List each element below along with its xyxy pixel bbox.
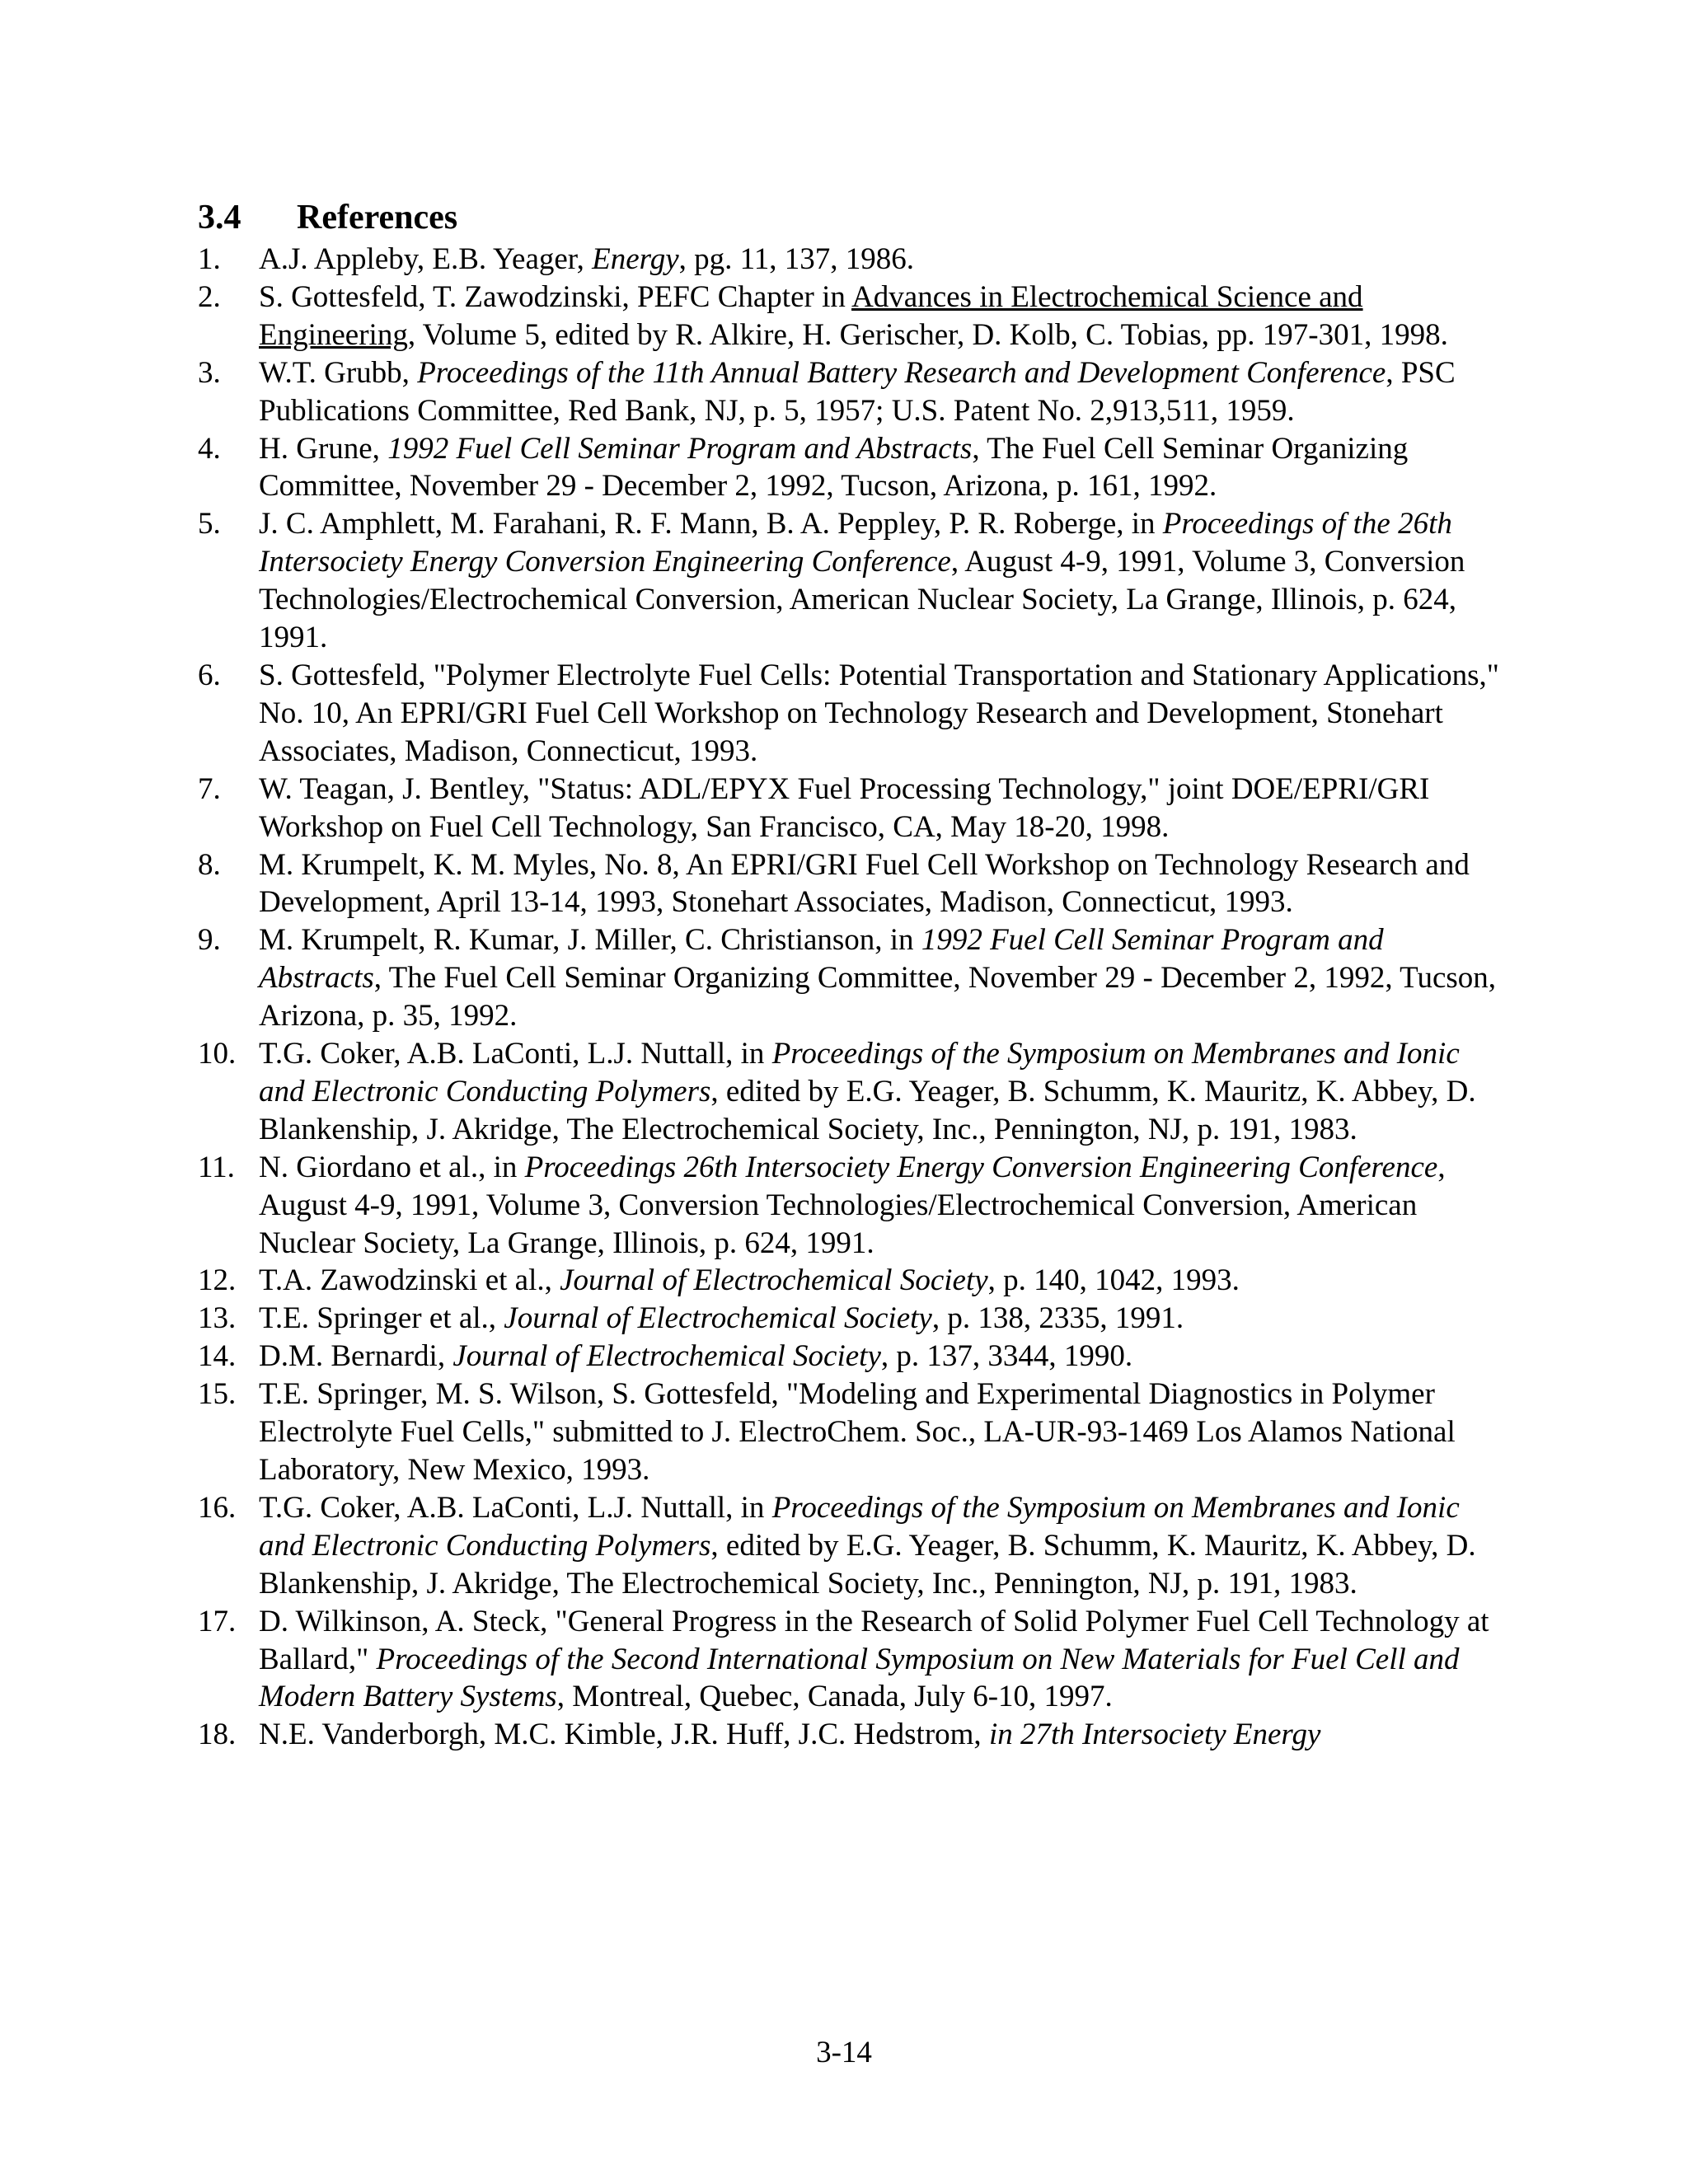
reference-text-segment: , edited by E.G. Yeager, B. Schumm, K. Mauritz, K. Abbey, D. Blankenship, J. Akridge, The Electrochemical Society, Inc., Pennington, NJ, p. 191, 1983. bbox=[259, 1528, 1476, 1601]
reference-text bbox=[259, 1339, 1132, 1373]
reference-text bbox=[259, 280, 1448, 352]
reference-text-segment: N. Giordano et al., in bbox=[259, 1150, 525, 1184]
reference-text bbox=[259, 242, 914, 276]
reference-text bbox=[259, 1605, 1489, 1714]
reference-item bbox=[198, 241, 1500, 279]
reference-number: 13. bbox=[198, 1301, 237, 1336]
reference-text-segment: T.E. Springer, M. S. Wilson, S. Gottesfeld, "Modeling and Experimental Diagnostics in Polymer Electrolyte Fuel Cells," submitted to J. ElectroChem. Soc., LA-UR-93-1469 Los Alamos National Laboratory, New Mexico, 1993. bbox=[259, 1377, 1456, 1487]
reference-item bbox=[198, 1300, 1500, 1338]
reference-number: 11. bbox=[198, 1150, 235, 1184]
reference-text-segment: D. Wilkinson, A. Steck, "General Progress in the Research of Solid Polymer Fuel Cell Technology at Ballard," bbox=[259, 1604, 1489, 1676]
reference-number: 5. bbox=[198, 507, 221, 541]
reference-title-italic: Journal of Electrochemical Society bbox=[504, 1301, 932, 1336]
reference-number: 9. bbox=[198, 923, 221, 958]
section-heading bbox=[198, 196, 1500, 239]
reference-title-italic: 1992 Fuel Cell Seminar Program and Abstracts bbox=[387, 431, 973, 466]
reference-item bbox=[198, 1149, 1500, 1263]
reference-text bbox=[259, 658, 1499, 768]
reference-title-italic: Proceedings of the Second International Symposium on New Materials for Fuel Cell and Modern Battery Systems bbox=[259, 1642, 1460, 1714]
reference-item bbox=[198, 1603, 1500, 1717]
reference-number: 6. bbox=[198, 658, 221, 692]
reference-text bbox=[259, 848, 1470, 920]
reference-item bbox=[198, 771, 1500, 846]
reference-text-segment: , Montreal, Quebec, Canada, July 6-10, 1997. bbox=[556, 1680, 1113, 1714]
reference-text-segment: , The Fuel Cell Seminar Organizing Committee, November 29 - December 2, 1992, Tucson, Arizona, p. 161, 1992. bbox=[259, 431, 1409, 504]
reference-item bbox=[198, 1489, 1500, 1603]
reference-text-segment: M. Krumpelt, R. Kumar, J. Miller, C. Christianson, in bbox=[259, 923, 921, 958]
reference-item bbox=[198, 921, 1500, 1035]
reference-text bbox=[259, 356, 1456, 428]
reference-text-segment: H. Grune, bbox=[259, 431, 388, 466]
reference-number: 7. bbox=[198, 771, 221, 806]
reference-text-segment: T.G. Coker, A.B. LaConti, L.J. Nuttall, in bbox=[259, 1037, 772, 1071]
reference-item bbox=[198, 1338, 1500, 1376]
reference-text-segment: S. Gottesfeld, T. Zawodzinski, PEFC Chapter in bbox=[259, 279, 852, 314]
reference-text bbox=[259, 1377, 1456, 1487]
reference-text-segment: J. C. Amphlett, M. Farahani, R. F. Mann, B. A. Peppley, P. R. Roberge, in bbox=[259, 507, 1163, 541]
reference-number: 4. bbox=[198, 431, 221, 466]
reference-text-segment: , p. 140, 1042, 1993. bbox=[987, 1263, 1240, 1298]
reference-title-italic: Proceedings of the Symposium on Membranes and Ionic and Electronic Conducting Polymers bbox=[259, 1037, 1460, 1108]
reference-number: 2. bbox=[198, 279, 221, 314]
page-content bbox=[198, 196, 1500, 1754]
reference-text-segment: , The Fuel Cell Seminar Organizing Committee, November 29 - December 2, 1992, Tucson, Arizona, p. 35, 1992. bbox=[259, 961, 1497, 1033]
reference-item bbox=[198, 846, 1500, 922]
reference-text-segment: , edited by E.G. Yeager, B. Schumm, K. Mauritz, K. Abbey, D. Blankenship, J. Akridge, The Electrochemical Society, Inc., Pennington, NJ, p. 191, 1983. bbox=[259, 1074, 1476, 1146]
reference-text-segment: M. Krumpelt, K. M. Myles, No. 8, An EPRI/GRI Fuel Cell Workshop on Technology Research and Development, April 13-14, 1993, Stonehart Associates, Madison, Connecticut, 1993. bbox=[259, 847, 1470, 920]
reference-title-italic: Proceedings of the 11th Annual Battery Research and Development Conference bbox=[417, 355, 1386, 390]
reference-item bbox=[198, 1262, 1500, 1300]
reference-title-italic: Journal of Electrochemical Society bbox=[452, 1339, 881, 1374]
reference-item bbox=[198, 430, 1500, 506]
reference-text bbox=[259, 772, 1429, 844]
reference-number: 15. bbox=[198, 1377, 237, 1412]
reference-number: 3. bbox=[198, 355, 221, 390]
reference-text bbox=[259, 1263, 1240, 1297]
reference-text bbox=[259, 1301, 1184, 1335]
reference-text-segment: , PSC Publications Committee, Red Bank, NJ, p. 5, 1957; U.S. Patent No. 2,913,511, 1959. bbox=[259, 355, 1456, 428]
reference-text bbox=[259, 1491, 1476, 1601]
reference-item bbox=[198, 1035, 1500, 1149]
reference-item bbox=[198, 657, 1500, 771]
reference-item bbox=[198, 505, 1500, 657]
reference-number: 8. bbox=[198, 847, 221, 882]
reference-number: 10. bbox=[198, 1037, 237, 1071]
page-number: 3-14 bbox=[816, 2036, 872, 2069]
reference-text-segment: N.E. Vanderborgh, M.C. Kimble, J.R. Huff, J.C. Hedstrom, bbox=[259, 1718, 989, 1752]
reference-text-segment: T.A. Zawodzinski et al., bbox=[259, 1263, 560, 1298]
reference-number: 17. bbox=[198, 1604, 237, 1638]
reference-text-segment: , Volume 5, edited by R. Alkire, H. Gerischer, D. Kolb, C. Tobias, pp. 197-301, 1998. bbox=[407, 317, 1448, 352]
reference-number: 14. bbox=[198, 1339, 237, 1374]
reference-text-segment: , August 4-9, 1991, Volume 3, Conversion Technologies/Electrochemical Conversion, American Nuclear Society, La Grange, Illinois, p. 624, 1991. bbox=[259, 545, 1465, 655]
reference-item bbox=[198, 279, 1500, 354]
reference-title-italic: Proceedings 26th Intersociety Energy Conversion Engineering Conference bbox=[524, 1150, 1438, 1184]
reference-text-segment: , p. 137, 3344, 1990. bbox=[880, 1339, 1133, 1374]
reference-title-italic: 1992 Fuel Cell Seminar Program and Abstracts bbox=[259, 923, 1384, 996]
reference-text bbox=[259, 1718, 1320, 1751]
reference-title-italic: Proceedings of the Symposium on Membranes and Ionic and Electronic Conducting Polymers bbox=[259, 1490, 1460, 1563]
reference-text bbox=[259, 432, 1408, 504]
reference-title-italic: Energy bbox=[592, 242, 679, 276]
reference-text-segment: T.E. Springer et al., bbox=[259, 1301, 504, 1336]
reference-number: 16. bbox=[198, 1490, 237, 1525]
reference-title-italic: in 27th Intersociety Energy bbox=[988, 1718, 1321, 1752]
reference-text bbox=[259, 1151, 1446, 1260]
reference-list bbox=[198, 241, 1500, 1754]
reference-number: 1. bbox=[198, 242, 221, 276]
reference-text-segment: W. Teagan, J. Bentley, "Status: ADL/EPYX Fuel Processing Technology," joint DOE/EPRI/GRI Workshop on Fuel Cell Technology, San Francisco, CA, May 18-20, 1998. bbox=[259, 771, 1430, 844]
reference-text bbox=[259, 507, 1465, 654]
reference-item bbox=[198, 1716, 1500, 1754]
reference-item bbox=[198, 1376, 1500, 1489]
reference-text-segment: , August 4-9, 1991, Volume 3, Conversion Technologies/Electrochemical Conversion, American Nuclear Society, La Grange, Illinois, p. 624, 1991. bbox=[259, 1150, 1446, 1260]
reference-text bbox=[259, 923, 1496, 1033]
reference-text bbox=[259, 1037, 1476, 1146]
section-number: 3.4 bbox=[198, 199, 241, 237]
reference-title-underlined: Advances in Electrochemical Science and Engineering bbox=[259, 279, 1363, 352]
reference-number: 12. bbox=[198, 1263, 237, 1298]
reference-title-italic: Proceedings of the 26th Intersociety Energy Conversion Engineering Conference bbox=[259, 507, 1452, 579]
reference-text-segment: T.G. Coker, A.B. LaConti, L.J. Nuttall, in bbox=[259, 1490, 772, 1525]
reference-text-segment: , pg. 11, 137, 1986. bbox=[678, 242, 915, 276]
reference-number: 18. bbox=[198, 1718, 237, 1752]
reference-text-segment: A.J. Appleby, E.B. Yeager, bbox=[259, 242, 593, 276]
reference-text-segment: D.M. Bernardi, bbox=[259, 1339, 453, 1374]
reference-text-segment: S. Gottesfeld, "Polymer Electrolyte Fuel Cells: Potential Transportation and Stationary Applications," No. 10, An EPRI/GRI Fuel Cell Workshop on Technology Research and Development, Stonehart Associates, Madison, Connecticut, 1993. bbox=[259, 658, 1499, 768]
reference-title-italic: Journal of Electrochemical Society bbox=[560, 1263, 988, 1298]
reference-text-segment: W.T. Grubb, bbox=[259, 355, 418, 390]
reference-item bbox=[198, 354, 1500, 430]
reference-text-segment: , p. 138, 2335, 1991. bbox=[931, 1301, 1184, 1336]
section-title: References bbox=[297, 199, 458, 237]
